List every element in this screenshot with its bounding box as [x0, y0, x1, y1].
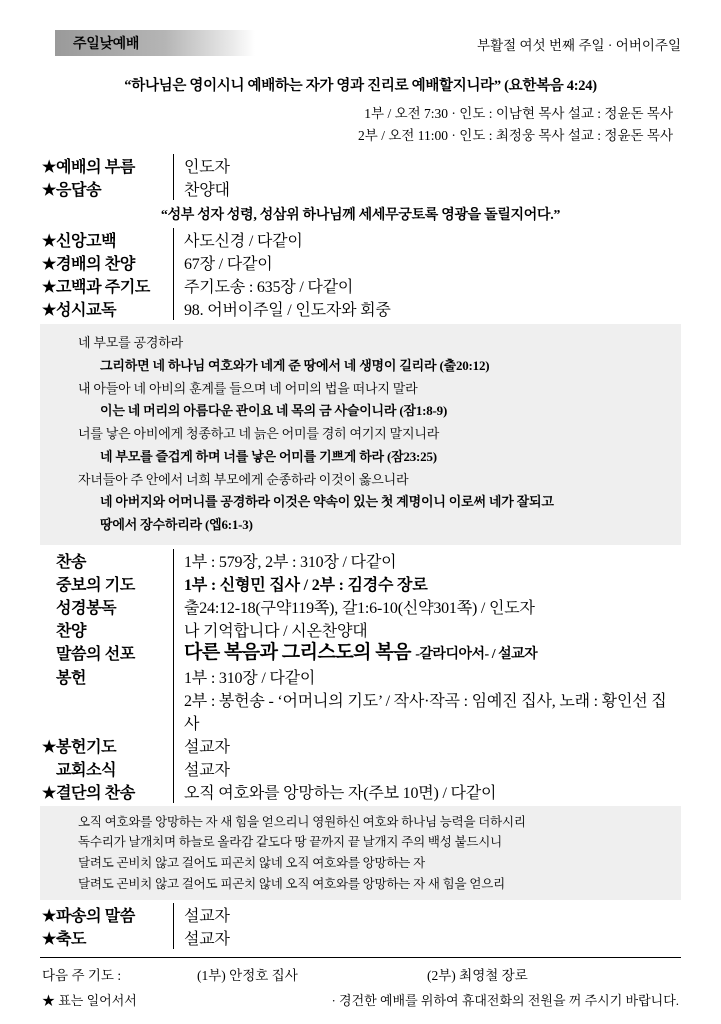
- order-value: 1부 : 신형민 집사 / 2부 : 김경수 장로: [184, 576, 428, 594]
- order-value: 설교자: [184, 738, 230, 756]
- footnote-left: ★ 표는 일어서서: [42, 993, 137, 1009]
- next-week-prayer-row: [40, 964, 681, 984]
- order-value: 주기도송 : 635장 / 다같이: [184, 279, 354, 297]
- order-row: [40, 618, 681, 641]
- star-icon: ★: [42, 302, 56, 320]
- order-label: 중보의 기도: [56, 576, 135, 594]
- order-row: [40, 595, 681, 618]
- next-week-part2: (2부) 최영철 장로: [427, 968, 528, 984]
- order-section-bottom: [40, 903, 681, 949]
- order-row: [40, 549, 681, 572]
- hymn-line: 달려도 곤비치 않고 걸어도 피곤치 않네 오직 여호와를 앙망하는 자 새 힘을 얻으리: [78, 876, 505, 891]
- star-icon: ★: [42, 182, 56, 200]
- order-section-mid: [40, 228, 681, 320]
- order-value: 1부 : 579장, 2부 : 310장 / 다같이: [184, 553, 397, 571]
- order-row: [40, 177, 681, 200]
- order-value: 2부 : 봉헌송 - ‘어머니의 기도’ / 작사·작곡 : 임예진 집사, 노래 : 황인선 집사: [184, 692, 667, 733]
- reading-line: 네 아버지와 어머니를 공경하라 이것은 약속이 있는 첫 계명이니 이로써 네가 잘되고: [100, 494, 554, 510]
- star-icon: ★: [42, 256, 56, 274]
- order-label: ★파송의 말씀: [42, 908, 135, 926]
- order-label: ★응답송: [42, 182, 102, 200]
- order-value: 1부 : 310장 / 다같이: [184, 669, 316, 687]
- order-row: [40, 228, 681, 251]
- order-value: 설교자: [184, 908, 230, 926]
- hymn-line: 달려도 곤비치 않고 걸어도 피곤치 않네 오직 여호와를 앙망하는 자: [78, 855, 425, 870]
- star-icon: ★: [42, 738, 56, 756]
- order-row: [40, 251, 681, 274]
- header-subtitle: 부활절 여섯 번째 주일 · 어버이주일: [477, 38, 681, 53]
- order-value: 사도신경 / 다같이: [184, 233, 303, 251]
- sermon-subtitle: -갈라디아서- / 설교자: [415, 646, 538, 662]
- order-row: [40, 780, 681, 803]
- service-time-line-1: 1부 / 오전 7:30 · 인도 : 이남현 목사 설교 : 정윤돈 목사: [364, 106, 673, 121]
- order-row: [40, 297, 681, 320]
- order-row: [40, 688, 681, 734]
- order-row: [40, 572, 681, 595]
- reading-line: 너를 낳은 아비에게 청종하고 네 늙은 어미를 경히 여기지 말지니라: [78, 426, 440, 442]
- order-label: 교회소식: [56, 761, 117, 779]
- service-ribbon: [55, 30, 255, 56]
- sermon-title: 다른 복음과 그리스도의 복음 -갈라디아서- / 설교자: [184, 641, 538, 663]
- order-row: [40, 154, 681, 177]
- order-label: 찬송: [56, 553, 87, 571]
- service-time-line-2: 2부 / 오전 11:00 · 인도 : 최정웅 목사 설교 : 정윤돈 목사: [358, 127, 673, 143]
- order-value: 98. 어버이주일 / 인도자와 회중: [184, 302, 391, 320]
- star-icon: ★: [42, 279, 56, 297]
- order-value: 인도자: [184, 159, 230, 177]
- star-icon: ★: [42, 159, 56, 177]
- order-value: 설교자: [184, 761, 230, 779]
- order-label: ★신앙고백: [42, 233, 117, 251]
- order-label: 봉헌: [56, 669, 87, 687]
- responsive-reading-block: [40, 324, 681, 545]
- order-value: 출24:12-18(구약119쪽), 갈1:6-10(신약301쪽) / 인도자: [184, 599, 535, 617]
- service-ribbon-label: 주일낮예배: [73, 37, 140, 52]
- order-row: [40, 757, 681, 780]
- order-value: 설교자: [184, 931, 230, 949]
- star-icon: ★: [42, 908, 56, 926]
- reading-line: 땅에서 장수하리라 (엡6:1-3): [100, 517, 253, 533]
- reading-line: 자녀들아 주 안에서 너희 부모에게 순종하라 이것이 옳으니라: [78, 471, 409, 487]
- order-label: ★봉헌기도: [42, 738, 117, 756]
- order-value: 찬양대: [184, 182, 230, 200]
- order-value: 오직 여호와를 앙망하는 자(주보 10면) / 다같이: [184, 784, 497, 802]
- reading-line: 그리하면 네 하나님 여호와가 네게 준 땅에서 네 생명이 길리라 (출20:12): [100, 357, 490, 373]
- service-times: [40, 103, 681, 146]
- reading-line: 내 아들아 네 아비의 훈계를 들으며 네 어미의 법을 떠나지 말라: [78, 380, 418, 396]
- order-section-main: [40, 549, 681, 803]
- hymn-lyrics-block: [40, 806, 681, 901]
- order-label: ★결단의 찬송: [42, 784, 135, 802]
- reading-line: 네 부모를 즐겁게 하며 너를 낳은 어미를 기쁘게 하라 (잠23:25): [100, 448, 437, 464]
- order-row: [40, 665, 681, 688]
- order-row: [40, 926, 681, 949]
- order-value: 나 기억합니다 / 시온찬양대: [184, 622, 368, 640]
- order-row-sermon: [40, 641, 681, 665]
- star-icon: ★: [42, 784, 56, 802]
- order-label: ★고백과 주기도: [42, 279, 150, 297]
- order-row: [40, 274, 681, 297]
- order-label: ★축도: [42, 931, 87, 949]
- reading-line: 이는 네 머리의 아름다운 관이요 네 목의 금 사슬이니라 (잠1:8-9): [100, 403, 448, 419]
- order-label: ★경배의 찬양: [42, 256, 135, 274]
- order-section-top: [40, 154, 681, 200]
- order-row: [40, 734, 681, 757]
- star-icon: ★: [42, 233, 56, 251]
- order-value: 67장 / 다같이: [184, 256, 273, 274]
- star-icon: ★: [42, 931, 56, 949]
- order-row: [40, 903, 681, 926]
- hymn-line: 독수리가 날개치며 하늘로 올라감 같도다 땅 끝까지 끝 날개지 주의 백성 붙드시니: [78, 835, 503, 850]
- theme-verse: “하나님은 영이시니 예배하는 자가 영과 진리로 예배할지니라” (요한복음 4:24): [124, 78, 597, 94]
- footer-divider: [40, 957, 681, 958]
- page-header: [40, 30, 681, 64]
- order-label: ★성시교독: [42, 302, 117, 320]
- next-week-label: 다음 주 기도 :: [42, 968, 122, 984]
- footer-notes: [40, 984, 681, 1009]
- order-label: 말씀의 선포: [56, 645, 135, 663]
- reading-line: 네 부모를 공경하라: [78, 335, 183, 351]
- order-label: 찬양: [56, 622, 87, 640]
- order-label-empty: [40, 688, 173, 734]
- hymn-line: 오직 여호와를 앙망하는 자 새 힘을 얻으리니 영원하신 여호와 하나님 능력을 더하시리: [78, 814, 526, 829]
- order-label: 성경봉독: [56, 599, 117, 617]
- doxology-line: “성부 성자 성령, 성삼위 하나님께 세세무궁토록 영광을 돌릴지어다.”: [160, 208, 561, 224]
- next-week-part1: (1부) 안정호 집사: [197, 968, 298, 984]
- footnote-right: · 경건한 예배를 위하여 휴대전화의 전원을 꺼 주시기 바랍니다.: [331, 993, 679, 1009]
- order-label: ★예배의 부름: [42, 159, 135, 177]
